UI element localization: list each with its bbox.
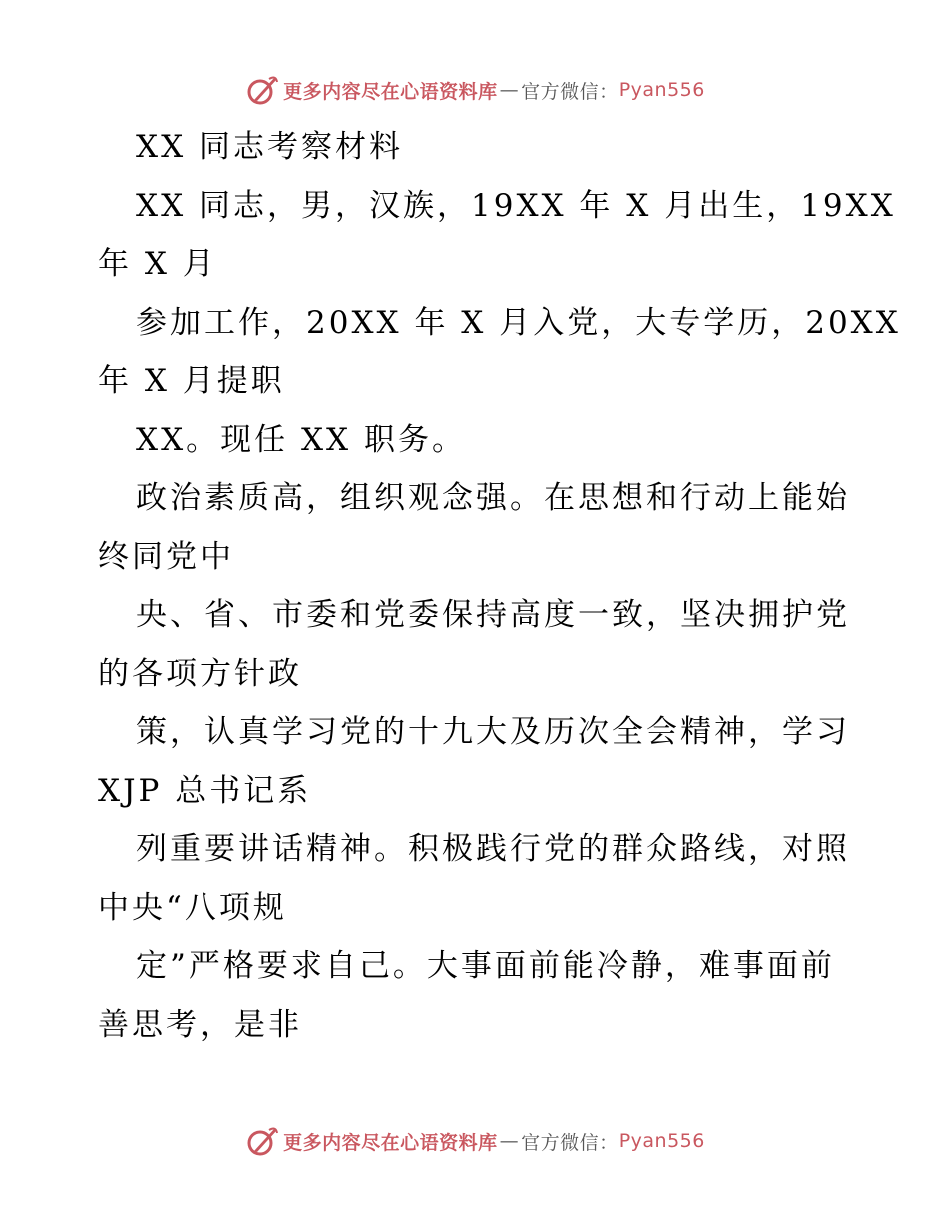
quill-logo-icon <box>245 73 279 107</box>
text-line: XX 同志，男，汉族，19XX 年 X 月出生，19XX <box>136 187 896 224</box>
text-line: 参加工作，20XX 年 X 月入党，大专学历，20XX <box>136 304 901 341</box>
text-line: 定”严格要求自己。大事面前能冷静，难事面前 <box>136 948 835 984</box>
quill-logo-icon <box>245 1124 279 1158</box>
watermark-handle: Pyan556 <box>618 1130 705 1152</box>
watermark-wechat-label: 官方微信： <box>521 1131 619 1154</box>
watermark-handle: Pyan556 <box>618 79 705 101</box>
watermark-separator: — <box>499 79 520 101</box>
text-line: 的各项方针政 <box>98 655 302 692</box>
text-line: 政治素质高，组织观念强。在思想和行动上能始 <box>136 480 850 516</box>
watermark-label: 更多内容尽在心语资料库 <box>283 1131 498 1154</box>
document-body <box>98 118 901 1054</box>
text-line: 终同党中 <box>98 538 234 575</box>
text-line: 善思考，是非 <box>98 1006 302 1043</box>
footer-watermark <box>0 1124 950 1158</box>
text-line: 年 X 月 <box>98 246 217 282</box>
text-line: 年 X 月提职 <box>98 363 285 399</box>
document-title: XX 同志考察材料 <box>136 129 403 165</box>
text-line: XJP 总书记系 <box>98 772 312 809</box>
text-line: 列重要讲话精神。积极践行党的群众路线，对照 <box>136 831 850 867</box>
watermark-wechat-label: 官方微信： <box>521 80 619 103</box>
header-watermark <box>0 73 950 107</box>
text-line: 策，认真学习党的十九大及历次全会精神，学习 <box>136 714 850 750</box>
watermark-label: 更多内容尽在心语资料库 <box>283 80 498 103</box>
text-line: 央、省、市委和党委保持高度一致，坚决拥护党 <box>136 597 850 633</box>
text-line: 中央“八项规 <box>98 889 287 926</box>
watermark-separator: — <box>499 1130 520 1152</box>
text-line: XX。现任 XX 职务。 <box>136 421 466 458</box>
